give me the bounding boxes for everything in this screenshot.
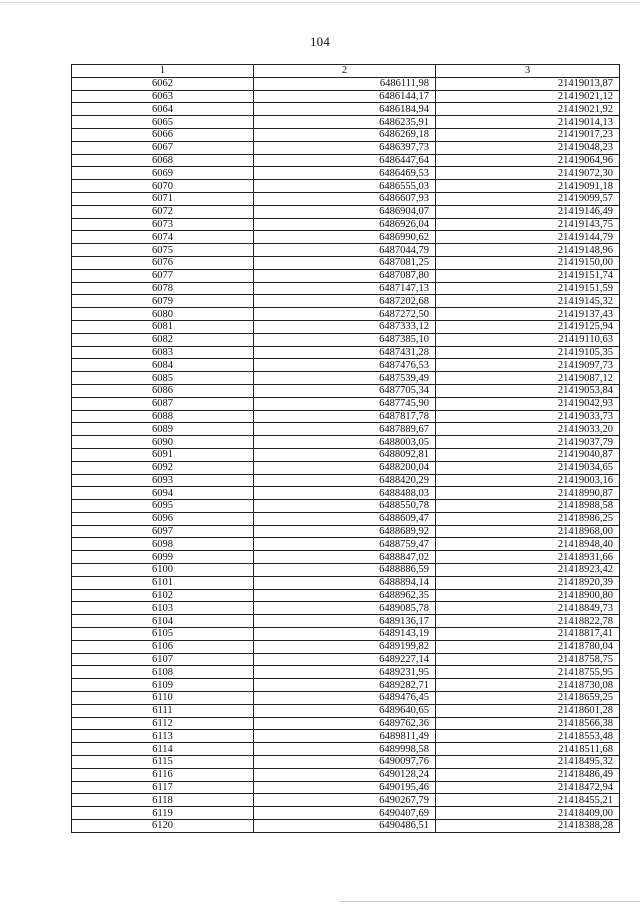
y-coordinate-cell: 21419021,92 bbox=[436, 103, 620, 116]
point-number-cell: 6096 bbox=[72, 512, 254, 525]
y-coordinate-cell: 21418849,73 bbox=[436, 602, 620, 615]
table-row bbox=[72, 154, 620, 167]
point-number-cell: 6114 bbox=[72, 743, 254, 756]
table-row bbox=[72, 192, 620, 205]
point-number-cell: 6105 bbox=[72, 628, 254, 641]
y-coordinate-cell: 21418388,28 bbox=[436, 820, 620, 833]
table-row bbox=[72, 461, 620, 474]
table-row bbox=[72, 576, 620, 589]
point-number-cell: 6104 bbox=[72, 615, 254, 628]
point-number-cell: 6072 bbox=[72, 205, 254, 218]
table-row bbox=[72, 756, 620, 769]
y-coordinate-cell: 21419014,13 bbox=[436, 116, 620, 129]
point-number-cell: 6063 bbox=[72, 90, 254, 103]
table-row bbox=[72, 103, 620, 116]
point-number-cell: 6080 bbox=[72, 308, 254, 321]
table-row bbox=[72, 768, 620, 781]
header-row bbox=[72, 65, 620, 78]
point-number-cell: 6090 bbox=[72, 436, 254, 449]
x-coordinate-cell: 6487081,25 bbox=[254, 256, 436, 269]
y-coordinate-cell: 21419148,96 bbox=[436, 244, 620, 257]
y-coordinate-cell: 21418923,42 bbox=[436, 564, 620, 577]
x-coordinate-cell: 6486397,73 bbox=[254, 141, 436, 154]
table-row bbox=[72, 346, 620, 359]
x-coordinate-cell: 6487385,10 bbox=[254, 333, 436, 346]
coordinates-table bbox=[71, 64, 620, 833]
point-number-cell: 6092 bbox=[72, 461, 254, 474]
point-number-cell: 6067 bbox=[72, 141, 254, 154]
point-number-cell: 6062 bbox=[72, 77, 254, 90]
x-coordinate-cell: 6489811,49 bbox=[254, 730, 436, 743]
y-coordinate-cell: 21419143,75 bbox=[436, 218, 620, 231]
x-coordinate-cell: 6490128,24 bbox=[254, 768, 436, 781]
point-number-cell: 6070 bbox=[72, 180, 254, 193]
point-number-cell: 6073 bbox=[72, 218, 254, 231]
point-number-cell: 6119 bbox=[72, 807, 254, 820]
table-row bbox=[72, 295, 620, 308]
y-coordinate-cell: 21419053,84 bbox=[436, 384, 620, 397]
x-coordinate-cell: 6490407,69 bbox=[254, 807, 436, 820]
table-row bbox=[72, 781, 620, 794]
x-coordinate-cell: 6488420,29 bbox=[254, 474, 436, 487]
table-row bbox=[72, 282, 620, 295]
y-coordinate-cell: 21419021,12 bbox=[436, 90, 620, 103]
x-coordinate-cell: 6488488,03 bbox=[254, 487, 436, 500]
x-coordinate-cell: 6486469,53 bbox=[254, 167, 436, 180]
x-coordinate-cell: 6486269,18 bbox=[254, 128, 436, 141]
table-row bbox=[72, 474, 620, 487]
point-number-cell: 6108 bbox=[72, 666, 254, 679]
y-coordinate-cell: 21419033,73 bbox=[436, 410, 620, 423]
x-coordinate-cell: 6489199,82 bbox=[254, 640, 436, 653]
y-coordinate-cell: 21418659,25 bbox=[436, 692, 620, 705]
point-number-cell: 6111 bbox=[72, 704, 254, 717]
page-number: 104 bbox=[309, 34, 331, 49]
column-header-3: 3 bbox=[436, 65, 620, 78]
y-coordinate-cell: 21419150,00 bbox=[436, 256, 620, 269]
x-coordinate-cell: 6486235,91 bbox=[254, 116, 436, 129]
point-number-cell: 6100 bbox=[72, 564, 254, 577]
point-number-cell: 6097 bbox=[72, 525, 254, 538]
table-row bbox=[72, 538, 620, 551]
y-coordinate-cell: 21419125,94 bbox=[436, 320, 620, 333]
point-number-cell: 6110 bbox=[72, 692, 254, 705]
x-coordinate-cell: 6487431,28 bbox=[254, 346, 436, 359]
point-number-cell: 6074 bbox=[72, 231, 254, 244]
point-number-cell: 6087 bbox=[72, 397, 254, 410]
x-coordinate-cell: 6487202,68 bbox=[254, 295, 436, 308]
y-coordinate-cell: 21419091,18 bbox=[436, 180, 620, 193]
y-coordinate-cell: 21418986,25 bbox=[436, 512, 620, 525]
point-number-cell: 6095 bbox=[72, 500, 254, 513]
x-coordinate-cell: 6488962,35 bbox=[254, 589, 436, 602]
y-coordinate-cell: 21419072,30 bbox=[436, 167, 620, 180]
point-number-cell: 6103 bbox=[72, 602, 254, 615]
point-number-cell: 6098 bbox=[72, 538, 254, 551]
column-header-2: 2 bbox=[254, 65, 436, 78]
y-coordinate-cell: 21418755,95 bbox=[436, 666, 620, 679]
table-row bbox=[72, 653, 620, 666]
table-row bbox=[72, 564, 620, 577]
table-row bbox=[72, 640, 620, 653]
table-row bbox=[72, 436, 620, 449]
x-coordinate-cell: 6490486,51 bbox=[254, 820, 436, 833]
table-row bbox=[72, 205, 620, 218]
x-coordinate-cell: 6486111,98 bbox=[254, 77, 436, 90]
table-row bbox=[72, 410, 620, 423]
point-number-cell: 6066 bbox=[72, 128, 254, 141]
x-coordinate-cell: 6488689,92 bbox=[254, 525, 436, 538]
table-row bbox=[72, 90, 620, 103]
table-row bbox=[72, 730, 620, 743]
table-row bbox=[72, 743, 620, 756]
point-number-cell: 6083 bbox=[72, 346, 254, 359]
y-coordinate-cell: 21419064,96 bbox=[436, 154, 620, 167]
point-number-cell: 6116 bbox=[72, 768, 254, 781]
table-row bbox=[72, 807, 620, 820]
table-row bbox=[72, 397, 620, 410]
point-number-cell: 6075 bbox=[72, 244, 254, 257]
point-number-cell: 6078 bbox=[72, 282, 254, 295]
x-coordinate-cell: 6490097,76 bbox=[254, 756, 436, 769]
table-row bbox=[72, 141, 620, 154]
scan-edge-bottom bbox=[340, 901, 640, 902]
table-row bbox=[72, 333, 620, 346]
x-coordinate-cell: 6490267,79 bbox=[254, 794, 436, 807]
x-coordinate-cell: 6487333,12 bbox=[254, 320, 436, 333]
y-coordinate-cell: 21419087,12 bbox=[436, 372, 620, 385]
x-coordinate-cell: 6488759,47 bbox=[254, 538, 436, 551]
point-number-cell: 6106 bbox=[72, 640, 254, 653]
point-number-cell: 6085 bbox=[72, 372, 254, 385]
x-coordinate-cell: 6488894,14 bbox=[254, 576, 436, 589]
table-row bbox=[72, 384, 620, 397]
column-header-1: 1 bbox=[72, 65, 254, 78]
y-coordinate-cell: 21418472,94 bbox=[436, 781, 620, 794]
y-coordinate-cell: 21419144,79 bbox=[436, 231, 620, 244]
y-coordinate-cell: 21418495,32 bbox=[436, 756, 620, 769]
x-coordinate-cell: 6487817,78 bbox=[254, 410, 436, 423]
table-row bbox=[72, 244, 620, 257]
y-coordinate-cell: 21419110,63 bbox=[436, 333, 620, 346]
y-coordinate-cell: 21418455,21 bbox=[436, 794, 620, 807]
x-coordinate-cell: 6486904,07 bbox=[254, 205, 436, 218]
x-coordinate-cell: 6489231,95 bbox=[254, 666, 436, 679]
table-row bbox=[72, 359, 620, 372]
coordinates-table-container bbox=[71, 64, 619, 833]
y-coordinate-cell: 21418553,48 bbox=[436, 730, 620, 743]
x-coordinate-cell: 6488550,78 bbox=[254, 500, 436, 513]
y-coordinate-cell: 21418511,68 bbox=[436, 743, 620, 756]
y-coordinate-cell: 21419151,74 bbox=[436, 269, 620, 282]
x-coordinate-cell: 6486607,93 bbox=[254, 192, 436, 205]
x-coordinate-cell: 6486555,03 bbox=[254, 180, 436, 193]
x-coordinate-cell: 6489640,65 bbox=[254, 704, 436, 717]
x-coordinate-cell: 6489282,71 bbox=[254, 679, 436, 692]
x-coordinate-cell: 6488609,47 bbox=[254, 512, 436, 525]
x-coordinate-cell: 6488200,04 bbox=[254, 461, 436, 474]
x-coordinate-cell: 6490195,46 bbox=[254, 781, 436, 794]
point-number-cell: 6099 bbox=[72, 551, 254, 564]
point-number-cell: 6077 bbox=[72, 269, 254, 282]
y-coordinate-cell: 21418409,00 bbox=[436, 807, 620, 820]
table-row bbox=[72, 180, 620, 193]
y-coordinate-cell: 21419040,87 bbox=[436, 448, 620, 461]
point-number-cell: 6091 bbox=[72, 448, 254, 461]
x-coordinate-cell: 6487147,13 bbox=[254, 282, 436, 295]
table-row bbox=[72, 717, 620, 730]
x-coordinate-cell: 6487272,50 bbox=[254, 308, 436, 321]
x-coordinate-cell: 6487539,49 bbox=[254, 372, 436, 385]
y-coordinate-cell: 21418601,28 bbox=[436, 704, 620, 717]
point-number-cell: 6088 bbox=[72, 410, 254, 423]
x-coordinate-cell: 6489227,14 bbox=[254, 653, 436, 666]
y-coordinate-cell: 21419099,57 bbox=[436, 192, 620, 205]
table-row bbox=[72, 448, 620, 461]
x-coordinate-cell: 6486926,04 bbox=[254, 218, 436, 231]
point-number-cell: 6120 bbox=[72, 820, 254, 833]
table-row bbox=[72, 372, 620, 385]
x-coordinate-cell: 6486144,17 bbox=[254, 90, 436, 103]
point-number-cell: 6101 bbox=[72, 576, 254, 589]
y-coordinate-cell: 21418730,08 bbox=[436, 679, 620, 692]
y-coordinate-cell: 21418968,00 bbox=[436, 525, 620, 538]
point-number-cell: 6064 bbox=[72, 103, 254, 116]
x-coordinate-cell: 6488847,02 bbox=[254, 551, 436, 564]
y-coordinate-cell: 21418822,78 bbox=[436, 615, 620, 628]
point-number-cell: 6086 bbox=[72, 384, 254, 397]
y-coordinate-cell: 21419137,43 bbox=[436, 308, 620, 321]
x-coordinate-cell: 6486990,62 bbox=[254, 231, 436, 244]
y-coordinate-cell: 21418931,66 bbox=[436, 551, 620, 564]
table-row bbox=[72, 704, 620, 717]
table-row bbox=[72, 308, 620, 321]
table-row bbox=[72, 167, 620, 180]
y-coordinate-cell: 21419013,87 bbox=[436, 77, 620, 90]
y-coordinate-cell: 21418988,58 bbox=[436, 500, 620, 513]
table-row bbox=[72, 602, 620, 615]
x-coordinate-cell: 6487745,90 bbox=[254, 397, 436, 410]
table-row bbox=[72, 615, 620, 628]
point-number-cell: 6089 bbox=[72, 423, 254, 436]
point-number-cell: 6071 bbox=[72, 192, 254, 205]
x-coordinate-cell: 6489143,19 bbox=[254, 628, 436, 641]
y-coordinate-cell: 21419037,79 bbox=[436, 436, 620, 449]
y-coordinate-cell: 21419042,93 bbox=[436, 397, 620, 410]
point-number-cell: 6094 bbox=[72, 487, 254, 500]
scan-edge-top bbox=[0, 2, 640, 3]
table-row bbox=[72, 218, 620, 231]
table-row bbox=[72, 231, 620, 244]
y-coordinate-cell: 21419145,32 bbox=[436, 295, 620, 308]
point-number-cell: 6076 bbox=[72, 256, 254, 269]
table-row bbox=[72, 589, 620, 602]
y-coordinate-cell: 21418920,39 bbox=[436, 576, 620, 589]
x-coordinate-cell: 6489085,78 bbox=[254, 602, 436, 615]
y-coordinate-cell: 21418817,41 bbox=[436, 628, 620, 641]
y-coordinate-cell: 21418900,80 bbox=[436, 589, 620, 602]
point-number-cell: 6084 bbox=[72, 359, 254, 372]
point-number-cell: 6093 bbox=[72, 474, 254, 487]
x-coordinate-cell: 6486447,64 bbox=[254, 154, 436, 167]
y-coordinate-cell: 21418758,75 bbox=[436, 653, 620, 666]
point-number-cell: 6107 bbox=[72, 653, 254, 666]
point-number-cell: 6065 bbox=[72, 116, 254, 129]
x-coordinate-cell: 6488003,05 bbox=[254, 436, 436, 449]
x-coordinate-cell: 6489762,36 bbox=[254, 717, 436, 730]
point-number-cell: 6112 bbox=[72, 717, 254, 730]
point-number-cell: 6118 bbox=[72, 794, 254, 807]
y-coordinate-cell: 21419105,35 bbox=[436, 346, 620, 359]
point-number-cell: 6102 bbox=[72, 589, 254, 602]
x-coordinate-cell: 6489136,17 bbox=[254, 615, 436, 628]
table-row bbox=[72, 77, 620, 90]
x-coordinate-cell: 6489476,45 bbox=[254, 692, 436, 705]
x-coordinate-cell: 6488886,59 bbox=[254, 564, 436, 577]
table-row bbox=[72, 116, 620, 129]
y-coordinate-cell: 21419034,65 bbox=[436, 461, 620, 474]
x-coordinate-cell: 6487705,34 bbox=[254, 384, 436, 397]
point-number-cell: 6082 bbox=[72, 333, 254, 346]
table-row bbox=[72, 820, 620, 833]
table-row bbox=[72, 551, 620, 564]
y-coordinate-cell: 21419033,20 bbox=[436, 423, 620, 436]
x-coordinate-cell: 6487889,67 bbox=[254, 423, 436, 436]
point-number-cell: 6068 bbox=[72, 154, 254, 167]
x-coordinate-cell: 6488092,81 bbox=[254, 448, 436, 461]
y-coordinate-cell: 21419048,23 bbox=[436, 141, 620, 154]
table-row bbox=[72, 679, 620, 692]
table-row bbox=[72, 500, 620, 513]
point-number-cell: 6109 bbox=[72, 679, 254, 692]
y-coordinate-cell: 21419097,73 bbox=[436, 359, 620, 372]
x-coordinate-cell: 6486184,94 bbox=[254, 103, 436, 116]
table-row bbox=[72, 692, 620, 705]
table-row bbox=[72, 525, 620, 538]
table-row bbox=[72, 269, 620, 282]
table-row bbox=[72, 512, 620, 525]
y-coordinate-cell: 21418780,04 bbox=[436, 640, 620, 653]
y-coordinate-cell: 21419003,16 bbox=[436, 474, 620, 487]
table-row bbox=[72, 487, 620, 500]
table-row bbox=[72, 256, 620, 269]
table-row bbox=[72, 423, 620, 436]
y-coordinate-cell: 21418486,49 bbox=[436, 768, 620, 781]
table-row bbox=[72, 666, 620, 679]
y-coordinate-cell: 21418948,40 bbox=[436, 538, 620, 551]
x-coordinate-cell: 6487087,80 bbox=[254, 269, 436, 282]
table-row bbox=[72, 628, 620, 641]
y-coordinate-cell: 21418566,38 bbox=[436, 717, 620, 730]
point-number-cell: 6115 bbox=[72, 756, 254, 769]
y-coordinate-cell: 21419151,59 bbox=[436, 282, 620, 295]
x-coordinate-cell: 6489998,58 bbox=[254, 743, 436, 756]
point-number-cell: 6081 bbox=[72, 320, 254, 333]
table-row bbox=[72, 128, 620, 141]
x-coordinate-cell: 6487044,79 bbox=[254, 244, 436, 257]
point-number-cell: 6079 bbox=[72, 295, 254, 308]
point-number-cell: 6069 bbox=[72, 167, 254, 180]
point-number-cell: 6117 bbox=[72, 781, 254, 794]
x-coordinate-cell: 6487476,53 bbox=[254, 359, 436, 372]
table-row bbox=[72, 320, 620, 333]
y-coordinate-cell: 21418990,87 bbox=[436, 487, 620, 500]
point-number-cell: 6113 bbox=[72, 730, 254, 743]
y-coordinate-cell: 21419017,23 bbox=[436, 128, 620, 141]
y-coordinate-cell: 21419146,49 bbox=[436, 205, 620, 218]
table-row bbox=[72, 794, 620, 807]
table-body bbox=[72, 77, 620, 832]
